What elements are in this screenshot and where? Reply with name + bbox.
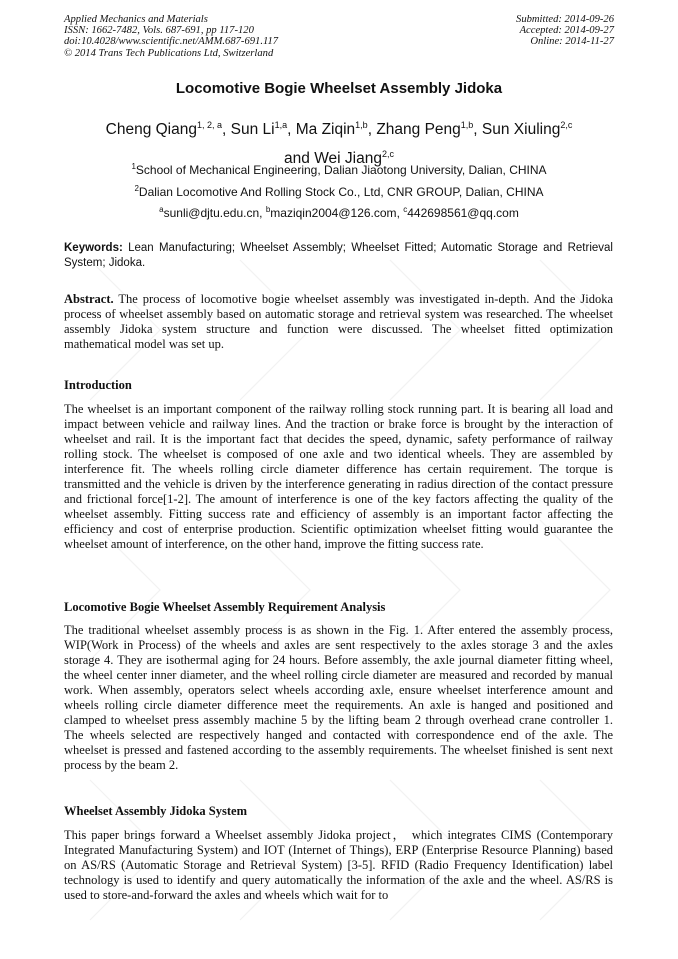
- author-marks: 2,c: [381, 149, 394, 160]
- submission-dates: [516, 14, 614, 48]
- journal-doi: doi:10.4028/www.scientific.net/AMM.687-691.117: [64, 36, 279, 48]
- author-emails: $^a$sunli@djtu.edu.cn, $^b$maziqin2004@126.com, $^c$442698561@qq.com: [159, 205, 519, 220]
- section-body: This paper brings forward a Wheelset assembly Jidoka project， which integrates CIMS (Contemporary Integrated Manufacturing System) and IOT (Internet of Things), ERP (Enterprise Resource Planning) based on AS/RS (Automatic Storage and Retrieval System) [3-5]. RFID (Radio Frequency Identification) label technology is used to identify and query automatically the information of the axle and the wheel. AS/RS is used to store-and-forward the axles and wheels which wait for to: [64, 828, 613, 902]
- author-marks: 1,b: [460, 120, 474, 130]
- submitted-date: Submitted: 2014-09-26: [516, 14, 614, 25]
- keywords-text: Lean Manufacturing; Wheelset Assembly; Wheelset Fitted; Automatic Storage and Retrieval System; Jidoka.: [64, 242, 613, 269]
- abstract-text: The process of locomotive bogie wheelset assembly was investigated in-depth. And the Jidoka process of wheelset assembly based on automatic storage and retrieval system was researched. The wheelset assembly Jidoka system structure and function were discussed. The wheelset fitted optimization mathematical model was set up.: [64, 292, 613, 351]
- author-name: Wei Jiang: [314, 150, 382, 168]
- author-name: Sun Xiuling: [481, 121, 561, 139]
- journal-name: Applied Mechanics and Materials: [64, 14, 208, 25]
- author-name: Zhang Peng: [376, 121, 461, 139]
- abstract: [64, 292, 613, 352]
- affiliation-1: $^1$School of Mechanical Engineering, Dalian Jiaotong University, Dalian, CHINA: [131, 162, 547, 177]
- section-body: The wheelset is an important component of the railway rolling stock running part. It is bearing all load and impact between vehicle and railway lines. And the traction or brake force is brought by the interaction of wheelset and rail. It is the important fact that decides the speed, dynamic, safety performance of railway rolling stock. The wheelset is composed of one axle and two identical wheels. They are assembled by interference fit. The wheels rolling circle diameter difference has certain requirement. The torque is transmitted and the vehicle is driven by the interference generating in radius direction of the contact pressure and frictional force[1-2]. The amount of interference is one of the key factors affecting the quality of the wheelset assembly. Fitting success rate and efficiency of assembly is an important factor affecting the efficiency and cost of enterprise production. Scientific optimization wheelset fitting would guarantee the wheelset amount of interference, on the other hand, improve the fitting success rate.: [64, 402, 613, 551]
- author-marks: 1, 2, a: [196, 120, 223, 130]
- keywords: [64, 241, 613, 270]
- keywords-label: Keywords:: [64, 242, 123, 254]
- author-marks: 1,b: [355, 120, 368, 130]
- journal-issn: ISSN: 1662-7482, Vols. 687-691, pp 117-120: [64, 25, 254, 37]
- author-list: Cheng Qiang$^{1, 2, a}$, Sun Li$^{1,a}$, Ma Ziqin$^{1,b}$, Zhang Peng$^{1,b}$, Sun Xiuling$^{2,c}$ and Wei Jiang$^{2,c}$: [105, 120, 573, 168]
- online-date: Online: 2014-11-27: [530, 36, 614, 48]
- abstract-label: Abstract.: [64, 292, 114, 306]
- affiliation-2: $^2$Dalian Locomotive And Rolling Stock Co., Ltd, CNR GROUP, Dalian, CHINA: [134, 184, 544, 199]
- journal-copyright: © 2014 Trans Tech Publications Ltd, Switzerland: [64, 47, 274, 59]
- author-marks: 2,c: [560, 120, 573, 130]
- section-body: The traditional wheelset assembly process is as shown in the Fig. 1. After entered the assembly process, WIP(Work in Process) of the wheels and axles are sent respectively to the axles storage 3 and the axles storage 4. They are isothermal aging for 24 hours. Before assembly, the axle journal diameter fitting wheel, the wheel center inner diameter, and the wheel rolling circle diameter are measured and recorded by manual work. When assembly, operators select wheels according axle, ensure wheelset interference amount and wheels rolling circle diameter difference meet the requirements. An axle is hanged and positioned and clamped to wheelset press assembly machine 5 by the lifting beam 2 through overhead crane controller 1. The wheels selected are respectively hanged and contacted with correspondence end of the axle. The wheelset is pressed and fastened according to the assembly requirements. The wheelset finished is sent next process by the beam 2.: [64, 623, 613, 772]
- section-heading: Introduction: [64, 378, 132, 392]
- author-name: Cheng Qiang: [105, 121, 197, 139]
- section-heading: Locomotive Bogie Wheelset Assembly Requirement Analysis: [64, 600, 386, 614]
- accepted-date: Accepted: 2014-09-27: [519, 25, 614, 37]
- author-marks: 1,a: [274, 120, 288, 130]
- author-name: Ma Ziqin: [295, 121, 356, 139]
- journal-info: [64, 14, 278, 59]
- paper-title: Locomotive Bogie Wheelset Assembly Jidoka: [175, 80, 503, 97]
- author-name: Sun Li: [230, 121, 275, 139]
- section-heading: Wheelset Assembly Jidoka System: [64, 804, 247, 818]
